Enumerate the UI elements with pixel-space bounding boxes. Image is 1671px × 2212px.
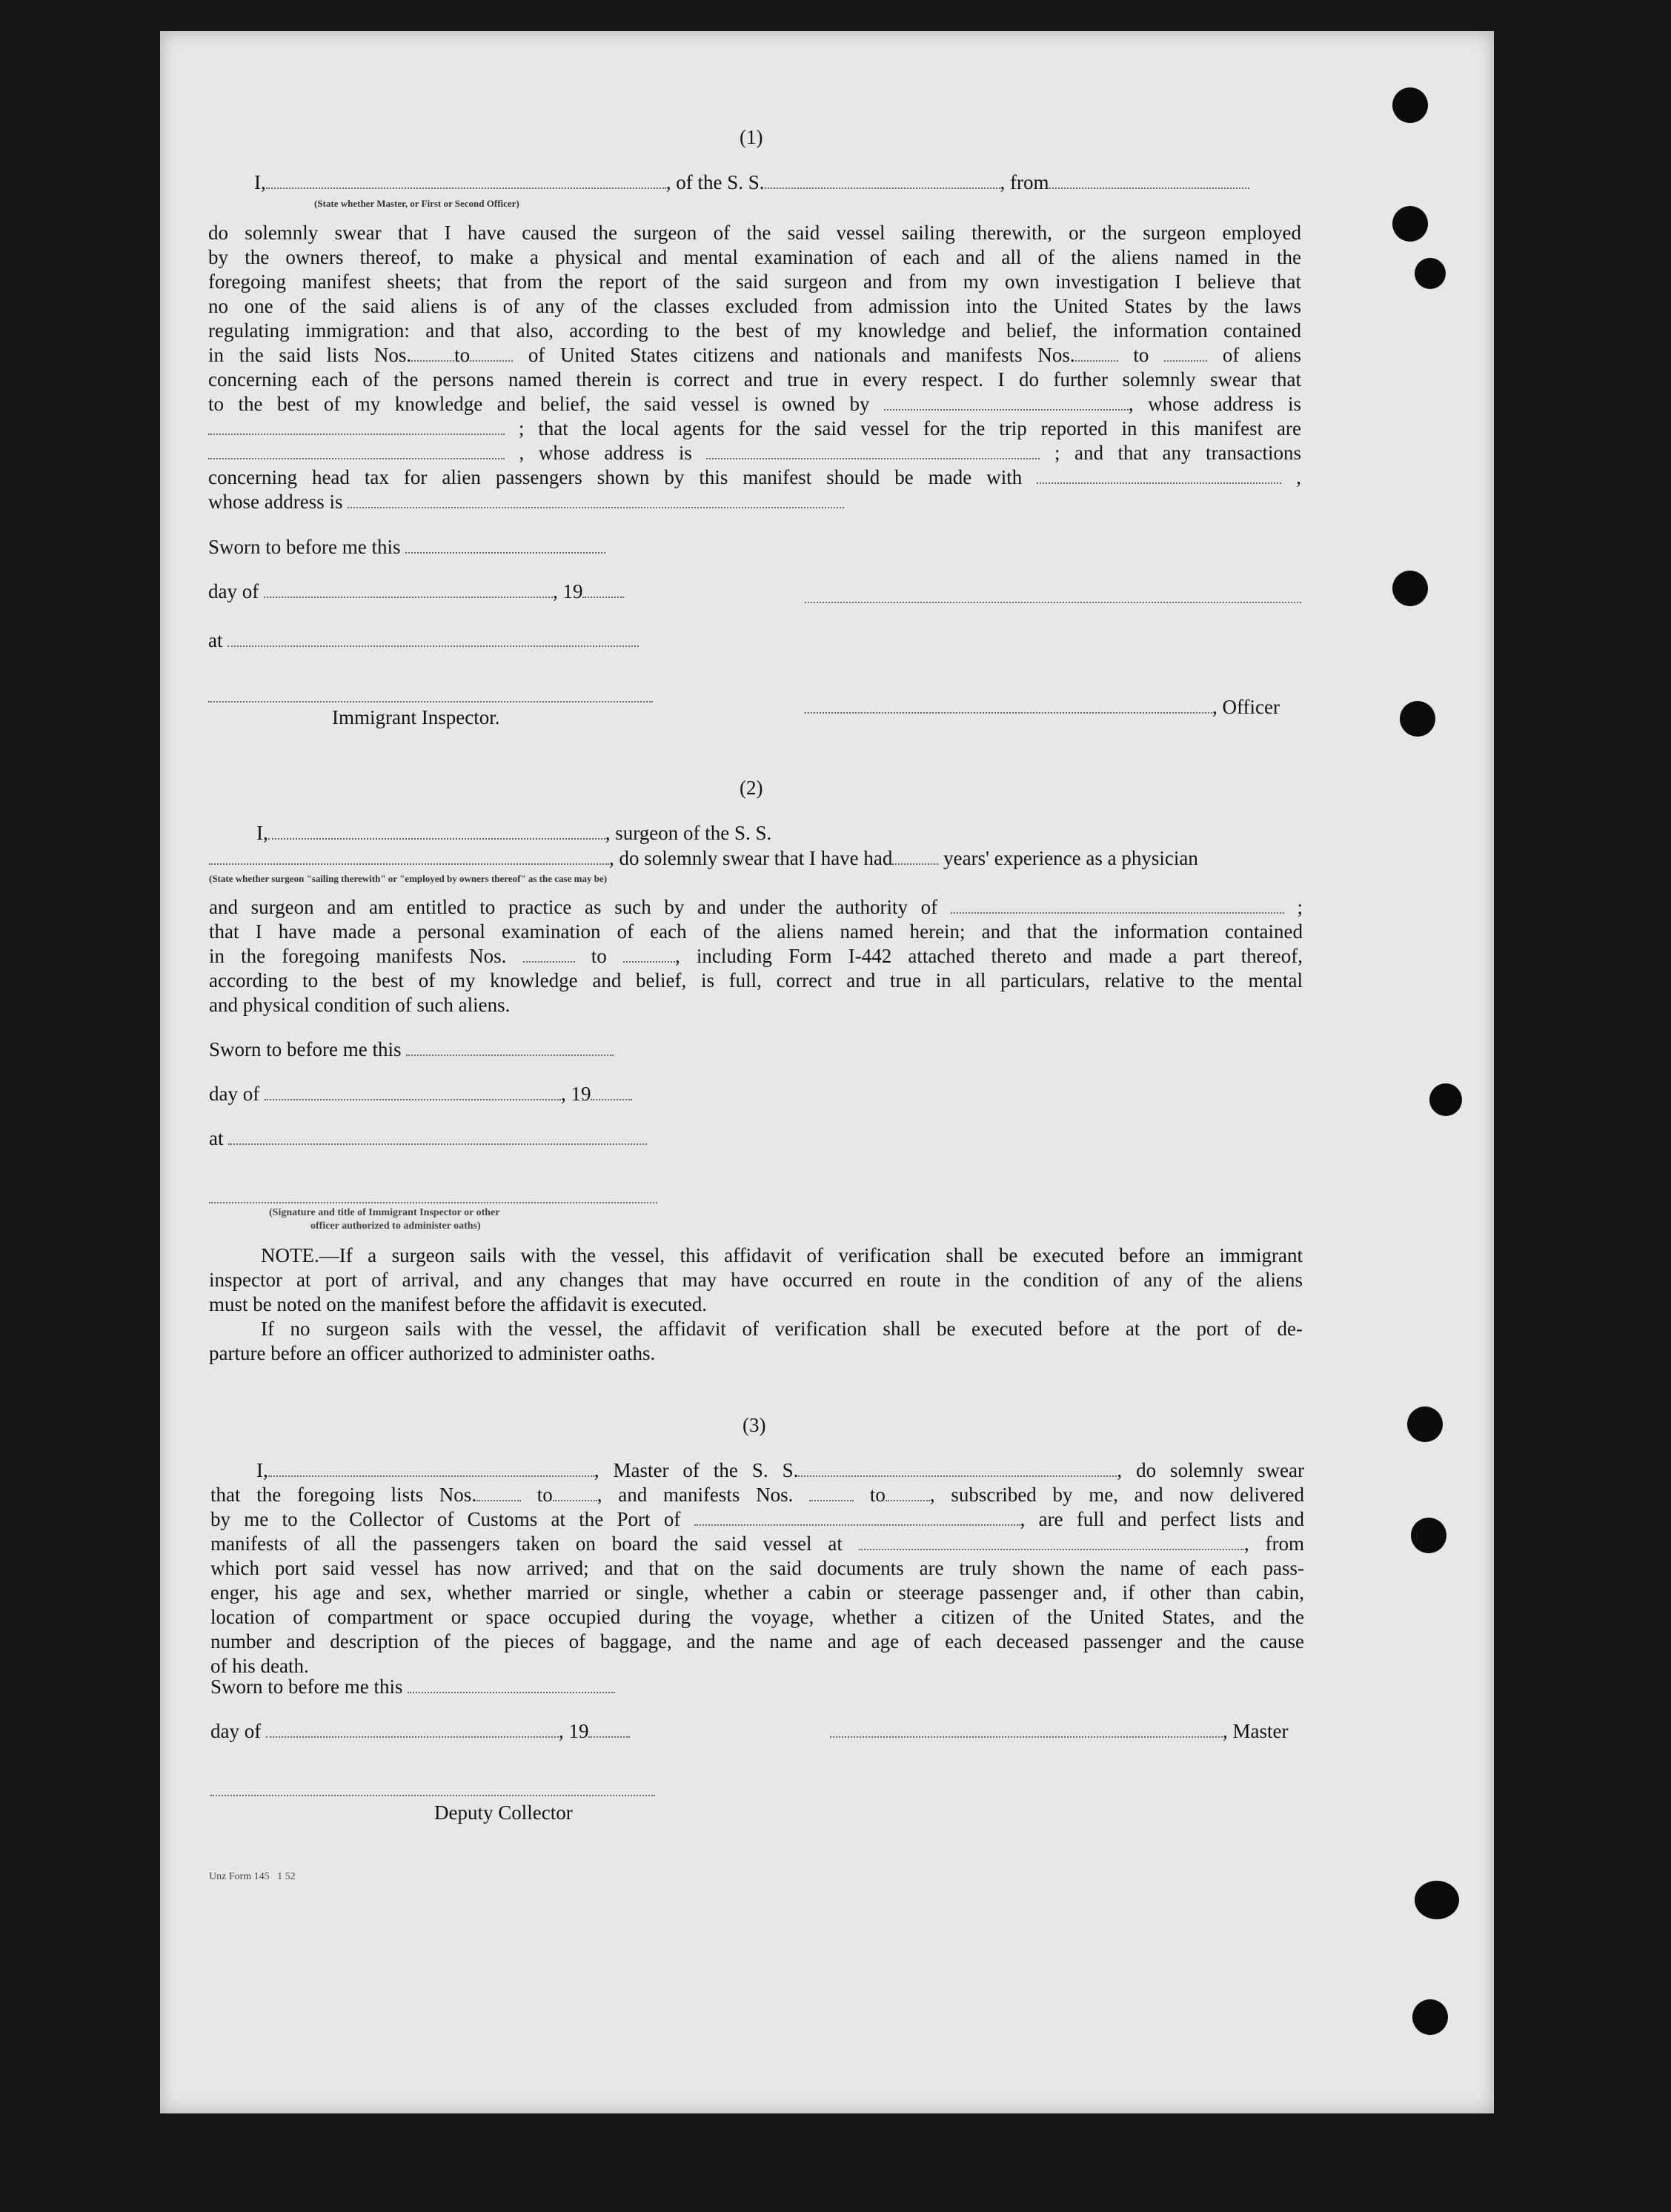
punch-hole [1392,206,1428,242]
inspector-signature-line [208,701,653,703]
section3-body: I, , Master of the S. S. , do solemnly swear that the foregoing lists Nos. to , and manifests Nos. to , subscribed by me, and now delivered by me to the Collector of Customs at the Port of , are full and perfect lists and manifests of all the passengers taken on board the said vessel at , from which port said vessel has now arrived; and that on the said documents are truly shown the name of each pass- enger, his age and sex, whether married or single, whether a cabin or steerage passenger and, if other than cabin, location of compartment or space occupied during the voyage, whether a citizen of the United States, and the number and description of the pieces of baggage, and the name and age of each deceased passenger and the cause of his death. [210,1459,1304,1677]
master-line: , Master [830,1719,1288,1744]
section2-body: and surgeon and am entitled to practice as such by and under the authority of ; that I have made a personal examination of each of the aliens named herein; and that the information contained in the foregoing manifests Nos. to , including Form I-442 attached thereto and made a part thereof, according to the best of my knowledge and belief, is full, correct and true in all particulars, relative to the mental and physical condition of such aliens. [209,896,1303,1016]
section2-line2: , do solemnly swear that I have had years' experience as a physician [209,846,1198,871]
officer-note: (State whether Master, or First or Second Officer) [314,198,519,209]
section3-day-of: day of , 19 [210,1719,630,1744]
section2-day-of: day of , 19 [209,1082,632,1106]
punch-hole [1407,1406,1443,1442]
section-number: (1) [740,126,763,148]
note-paragraph: NOTE.—If a surgeon sails with the vessel, this affidavit of verification shall be executed before an immigrant inspector at port of arrival, and any changes that may have occurred en route in the condition of any of the aliens must be noted on the manifest before the affidavit is executed. If no surgeon sails with the vessel, the affidavit of verification shall be executed before at the port of de- parture before an officer authorized to administer oaths. [209,1244,1303,1364]
signature-note: (Signature and title of Immigrant Inspector or other [269,1207,500,1218]
section2-sworn: Sworn to before me this [209,1037,614,1062]
deputy-signature-line [210,1795,655,1796]
section2-line1: I, , surgeon of the S. S. [256,822,772,844]
section1-day-of: day of , 19 [208,579,624,604]
punch-hole [1429,1083,1462,1116]
section2-at: at [209,1126,647,1151]
section1-body: do solemnly swear that I have caused the surgeon of the said vessel sailing therewith, or the surgeon employed by the owners thereof, to make a physical and mental examination of each and all of the aliens named in the foregoing manifest sheets; that from the report of the said surgeon and from my own investigation I believe that no one of the said aliens is of any of the classes excluded from admission into the United States by the laws regulating immigration: and that also, according to the best of my knowledge and belief, the information contained in the said lists Nos. to of United States citizens and nationals and manifests Nos. to of aliens concerning each of the persons named therein is correct and true in every respect. I do further solemnly swear that to the best of my knowledge and belief, the said vessel is owned by , whose address is ; that the local agents for the said vessel for the trip reported in this manifest are , whose address is ; and that any transactions concerning head tax for alien passengers shown by this manifest should be made with , whose address is [208,222,1301,513]
signature-note: officer authorized to administer oaths) [310,1220,481,1232]
section1-at: at [208,628,639,653]
section3-sworn: Sworn to before me this [210,1675,615,1699]
officer-signature-line [805,602,1301,603]
punch-hole [1392,87,1428,123]
section1-sworn: Sworn to before me this [208,535,605,559]
section-number: (3) [743,1414,766,1436]
form-page [160,31,1494,2113]
punch-hole [1400,701,1435,737]
immigrant-inspector-label: Immigrant Inspector. [332,706,500,728]
officer-line: , Officer [805,695,1280,720]
punch-hole [1415,1881,1459,1919]
punch-hole [1392,571,1428,606]
form-id: Unz Form 145 1 52 [209,1871,296,1882]
punch-hole [1415,258,1446,289]
section1-line1: I, , of the S. S. , from [254,170,1249,195]
punch-hole [1412,1999,1448,2035]
section-number: (2) [740,777,763,799]
surgeon-note: (State whether surgeon "sailing therewith" or "employed by owners thereof" as the case may be) [209,873,608,884]
deputy-collector-label: Deputy Collector [434,1801,573,1824]
punch-hole [1411,1518,1446,1553]
signature-line [209,1202,657,1203]
